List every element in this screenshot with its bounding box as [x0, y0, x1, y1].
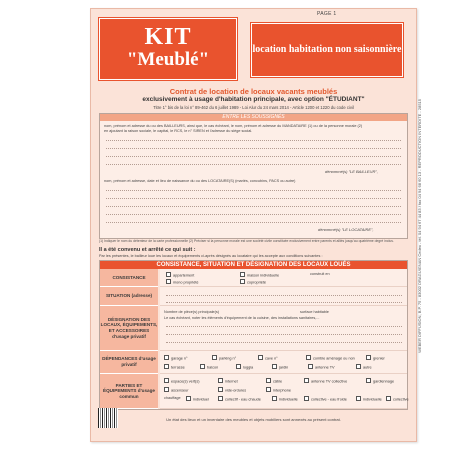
contract-page: [90, 8, 422, 442]
checkbox-chauffage-collectif[interactable]: collectif - eau chaude: [218, 396, 261, 402]
pieces-label: Nombre de pièce(s) principale(s): [164, 310, 220, 314]
row-dependances: [160, 351, 407, 374]
legal-reference: Titre 1° bis de la loi n° 89-462 du 6 juillet 1989 - Loi Alur du 24 mars 2014 - Article 1200 et 1220 du code civil: [153, 105, 354, 110]
row-consistance: [160, 269, 407, 287]
bailleur-instructions-2: en ajoutant la raison sociale, le capital, le RCS, le n° SIREN et l'adresse du siège social.: [104, 129, 253, 133]
bailleur-line-4[interactable]: [106, 164, 401, 165]
surface-label: surface habitable: [300, 310, 329, 314]
designation-line-2[interactable]: [166, 334, 402, 335]
checkbox-chauffage-individuel[interactable]: individuel: [186, 396, 209, 402]
checkbox-copropriete[interactable]: copropriété: [240, 279, 266, 285]
checkbox-garage[interactable]: garage n°: [164, 355, 188, 361]
contract-subtitle: exclusivement à usage d'habitation principale, avec option "ÉTUDIANT": [142, 96, 365, 103]
bailleur-line-1[interactable]: [106, 140, 401, 141]
checkbox-cable[interactable]: câble: [266, 378, 282, 384]
row-label-dependances: DÉPENDANCES d'usage privatif: [100, 351, 158, 374]
checkbox-grenier[interactable]: grenier: [366, 355, 385, 361]
checkbox-interphone[interactable]: interphone: [266, 387, 291, 393]
checkbox-eau-chaude-individuelle[interactable]: individuelle: [272, 396, 298, 402]
checkbox-ascenseur[interactable]: ascenseur: [164, 387, 189, 393]
checkbox-maison[interactable]: maison individuelle: [240, 272, 279, 278]
locataire-line-4[interactable]: [106, 214, 401, 215]
row-parties: [160, 374, 407, 409]
situation-line-1[interactable]: [166, 295, 402, 296]
designation-line-1[interactable]: [166, 326, 402, 327]
checkbox-appartement[interactable]: appartement: [166, 272, 194, 278]
checkbox-mono-propriete[interactable]: mono propriété: [166, 279, 199, 285]
locataire-line-5[interactable]: [106, 222, 401, 223]
row-label-designation: DÉSIGNATION DES LOCAUX, ÉQUIPEMENTS, ET ACCESSOIRES d'usage privatif: [100, 306, 158, 351]
situation-line-2[interactable]: [166, 302, 402, 303]
checkbox-eau-chaude-collective[interactable]: collective - eau froide: [304, 396, 347, 402]
premises-table: [99, 260, 408, 410]
locataire-line-2[interactable]: [106, 198, 401, 199]
premises-table-heading: CONSISTANCE, SITUATION ET DÉSIGNATION DES LOCAUX LOUÉS: [100, 261, 407, 269]
bailleur-line-3[interactable]: [106, 156, 401, 157]
checkbox-terrasse[interactable]: terrasse: [164, 364, 185, 370]
parties-section: [99, 113, 408, 239]
location-type-text: location habitation non saisonnière: [252, 44, 402, 55]
locataire-line-3[interactable]: [106, 206, 401, 207]
bailleur-instructions: nom, prénom et adresse du ou des BAILLEURS, ainsi que, le cas échéant, le nom, prénom et adresse du MANDATAIRE (1) ou de la personne morale (2): [104, 124, 363, 128]
construit-en-label: construit en: [310, 272, 330, 276]
inventory-note: Un état des lieux et un inventaire des meubles et objets mobiliers sont annexés au présent contrat.: [166, 417, 341, 422]
contract-title: Contrat de location de locaux vacants meublés: [169, 87, 338, 96]
publisher-info: WEBER DIFFUSION, B.P. 75 - 83002 DRAGUIGNAN Cedex - tél. 04 94 67 44 83 / fax 04 94 68 60 13 - REPRODUCTION INTERDITE - 28515: [417, 99, 422, 353]
checkbox-eau-froide-collective[interactable]: collective: [386, 396, 409, 402]
row-situation[interactable]: [160, 287, 407, 306]
designation-line-3[interactable]: [166, 342, 402, 343]
checkbox-autre[interactable]: autre: [356, 364, 372, 370]
row-designation[interactable]: [160, 306, 407, 351]
bailleur-line-2[interactable]: [106, 148, 401, 149]
chauffage-label: chauffage: [164, 396, 181, 400]
checkbox-eau-froide-individuelle[interactable]: individuelle: [356, 396, 382, 402]
kit-title: KIT: [144, 24, 192, 50]
agreed-text: Par les présentes, le bailleur loue les locaux et équipements ci-après désignés au locataire qui les accepte aux conditions suivantes :: [99, 254, 323, 258]
checkbox-internet[interactable]: internet: [218, 378, 238, 384]
checkbox-comble[interactable]: comble aménagé ou non: [306, 355, 355, 361]
checkbox-loggia[interactable]: loggia: [236, 364, 253, 370]
kit-subtitle: "Meublé": [126, 49, 210, 70]
checkbox-vide-ordures[interactable]: vide-ordures: [218, 387, 246, 393]
location-type-box: [251, 23, 403, 77]
row-label-consistance: CONSISTANCE: [100, 269, 158, 287]
page-label: PAGE 1: [317, 11, 337, 17]
row-label-situation: SITUATION (adresse): [100, 287, 158, 306]
checkbox-gardiennage[interactable]: gardiennage: [366, 378, 394, 384]
row-label-parties: PARTIES ET ÉQUIPEMENTS d'usage commun: [100, 374, 158, 409]
checkbox-antenne-collective[interactable]: antenne TV collective: [304, 378, 347, 384]
checkbox-jardin[interactable]: jardin: [272, 364, 288, 370]
checkbox-balcon[interactable]: balcon: [200, 364, 218, 370]
equipment-note: Le cas échéant, noter les éléments d'équipement de la cuisine, des installations sanitaires,...: [164, 316, 320, 320]
locataire-instructions: nom, prénom et adresse, date et lieu de naissance du ou des LOCATAIRE(S) (mariés, concubins, PACS ou autre): [104, 179, 296, 183]
bailleur-designation: dénommé(s) "LE BAILLEUR",: [325, 169, 378, 174]
checkbox-cave[interactable]: cave n°: [258, 355, 278, 361]
checkbox-antenne-tv[interactable]: antenne TV: [308, 364, 335, 370]
checkbox-espaces-verts[interactable]: espace(s) vert(s): [164, 378, 199, 384]
kit-logo-box: [99, 18, 237, 80]
checkbox-parking[interactable]: parking n°: [212, 355, 236, 361]
locataire-line-1[interactable]: [106, 190, 401, 191]
locataire-designation: dénommé(s) "LE LOCATAIRE",: [318, 227, 374, 232]
footnote: (1) Indiquer le nom du détenteur de la carte professionnelle (2) Préciser si la personne morale est une société civile constituée exclusivement entre parents et alliés jusqu'au quatrième degré inclus.: [99, 239, 394, 243]
parties-heading: ENTRE LES SOUSSIGNÉS: [100, 114, 407, 121]
agreed-heading: Il a été convenu et arrêté ce qui suit :: [99, 247, 196, 253]
